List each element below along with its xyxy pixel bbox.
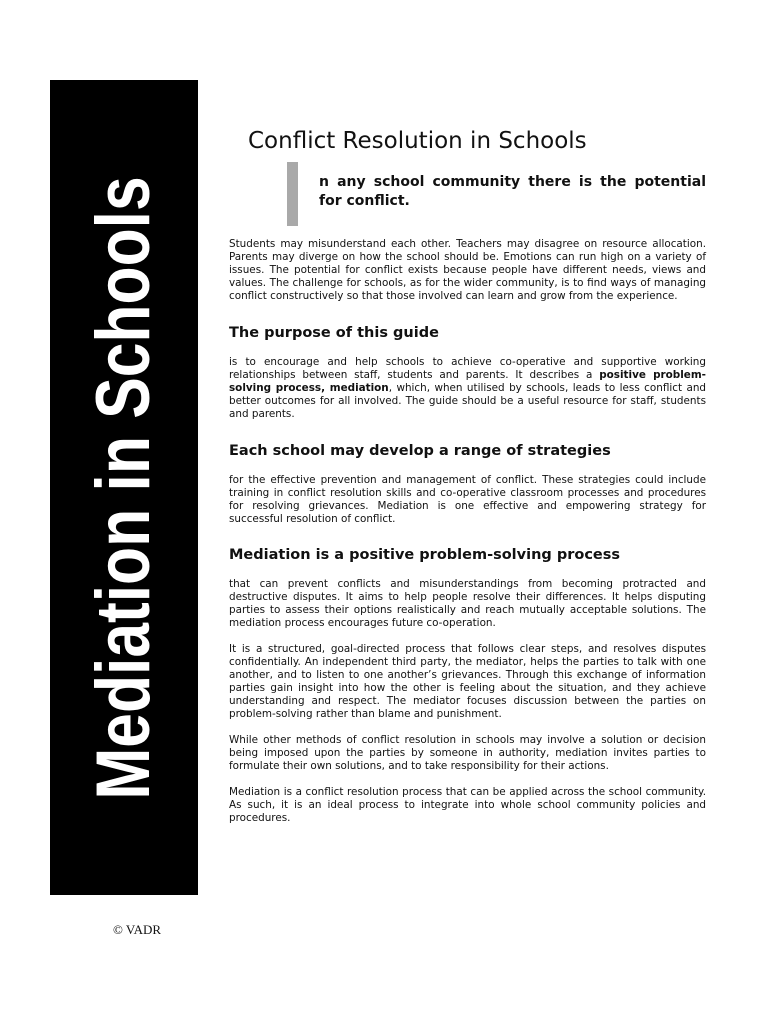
purpose-text-before: is to encourage and help schools to achieve co-operative and supportive working relationships between staff, students and parents. It describes a [229, 356, 706, 381]
sidebar-banner [50, 80, 198, 895]
lead-statement: n any school community there is the potential for conflict. [319, 174, 706, 209]
strategies-heading: Each school may develop a range of strategies [229, 443, 611, 459]
page-title: Conflict Resolution in Schools [248, 128, 587, 154]
sidebar-title [81, 107, 166, 867]
mediation-paragraph-2: It is a structured, goal-directed process that follows clear steps, and resolves disputes confidentially. An independent third party, the mediator, helps the parties to talk with one another, and to listen to one another’s grievances. Through this exchange of information parties gain insight into how the other is feeling about the situation, and they achieve understanding and respect. The mediator focuses discussion between the parties on problem-solving rather than blame and punishment. [229, 643, 706, 720]
purpose-text-after: , which, when utilised by schools, leads to less conflict and better outcomes for all involved. The guide should be a useful resource for staff, students and parents. [229, 382, 707, 420]
purpose-paragraph [229, 356, 706, 421]
purpose-text-bold: positive problem-solving process, mediation [229, 369, 706, 394]
drop-cap-bar [287, 162, 298, 226]
copyright-notice: © VADR [113, 922, 162, 937]
purpose-heading: The purpose of this guide [229, 325, 439, 341]
sidebar-title-text: Mediation in Schools [81, 175, 166, 800]
document-body [229, 238, 706, 838]
intro-paragraph: Students may misunderstand each other. Teachers may disagree on resource allocation. Parents may diverge on how the school should be. Emotions can run high on a variety of issues. The potential for conflict exists because people have different needs, views and values. The challenge for schools, as for the wider community, is to find ways of managing conflict constructively so that those involved can learn and grow from the experience. [229, 238, 706, 302]
mediation-heading: Mediation is a positive problem-solving process [229, 547, 621, 563]
mediation-paragraph-3: While other methods of conflict resolution in schools may involve a solution or decision being imposed upon the parties by someone in authority, mediation invites parties to formulate their own solutions, and to take responsibility for their actions. [229, 734, 706, 772]
mediation-paragraph-4: Mediation is a conflict resolution process that can be applied across the school community. As such, it is an ideal process to integrate into whole school community policies and procedures. [229, 786, 706, 824]
mediation-paragraph-1: that can prevent conflicts and misunderstandings from becoming protracted and destructive disputes. It aims to help people resolve their differences. It helps disputing parties to assess their options realistically and reach mutually acceptable solutions. The mediation process encourages future co-operation. [229, 578, 706, 629]
strategies-paragraph: for the effective prevention and management of conflict. These strategies could include training in conflict resolution skills and co-operative classroom processes and procedures for resolving grievances. Mediation is one effective and empowering strategy for successful resolution of conflict. [229, 474, 706, 525]
